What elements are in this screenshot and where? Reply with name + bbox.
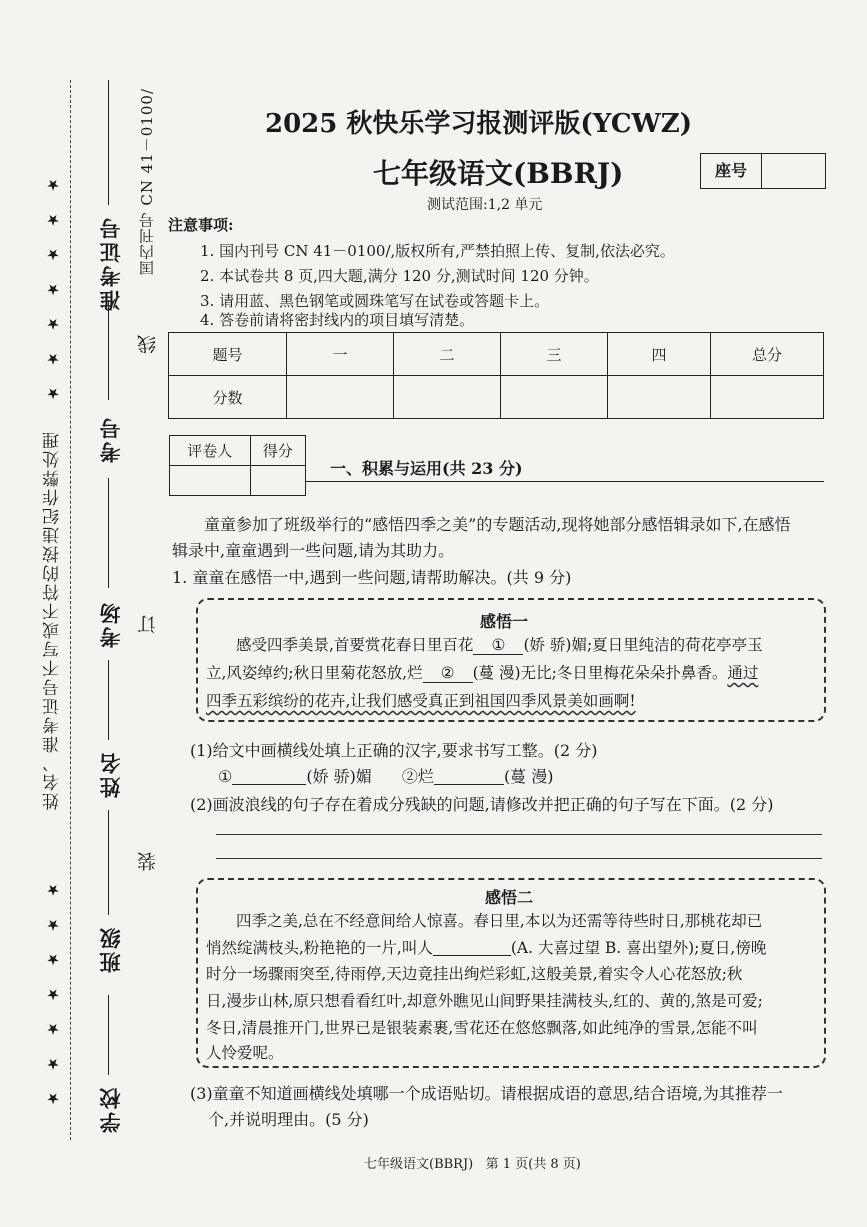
subject-title: 七年级语文(BBRJ): [373, 157, 624, 190]
question-1-title: 1. 童童在感悟一中,遇到一些问题,请帮助解决。(共 9 分): [172, 568, 572, 587]
section-title: 一、积累与运用(共 23 分): [330, 459, 523, 478]
grader-table: [169, 435, 306, 496]
seal-zhuang-label: 装: [137, 852, 159, 871]
score-header: 二: [394, 333, 501, 376]
stars-bottom: ★ ★ ★ ★ ★ ★ ★: [44, 875, 62, 1108]
class-label: 班级: [98, 925, 123, 973]
notice-item: 2. 本试卷共 8 页,四大题,满分 120 分,测试时间 120 分钟。: [200, 267, 599, 285]
box1-text: 感受四季美景,首要赏花春日里百花: [236, 636, 474, 654]
box2-text: (A. 大喜过望 B. 喜出望外);夏日,傍晚: [510, 939, 767, 957]
score-header: 三: [501, 333, 608, 376]
intro-line: 童童参加了班级举行的“感悟四季之美”的专题活动,现将她部分感悟辑录如下,在感悟: [204, 515, 791, 534]
score-cell[interactable]: [501, 376, 608, 419]
box1-text: (娇 骄)媚;夏日里纯洁的荷花亭亭玉: [523, 636, 763, 654]
box1-line: [236, 633, 763, 655]
grader-label: 评卷人: [170, 436, 251, 466]
seat-label: 座号: [701, 154, 762, 188]
answer-a-num: ①: [218, 767, 233, 786]
test-scope: 测试范围:1,2 单元: [427, 197, 543, 213]
warning-text: 姓名、准考证号不写或不符的按违纪作弊处理: [43, 430, 63, 810]
name-label: 姓名: [98, 750, 123, 798]
idiom-blank: [433, 937, 511, 956]
notice-item: 3. 请用蓝、黑色钢笔或圆珠笔写在试卷或答题卡上。: [200, 292, 550, 310]
exam-room-field[interactable]: [108, 478, 109, 588]
exam-number-field[interactable]: [108, 300, 109, 400]
admission-number-label: 准考证号: [98, 215, 123, 311]
score-header: 一: [287, 333, 394, 376]
answer-1-1-row: [218, 764, 554, 787]
question-1-2: (2)画波浪线的句子存在着成分残缺的问题,请修改并把正确的句子写在下面。(2 分): [190, 795, 774, 814]
score-row-label: 分数: [169, 376, 287, 419]
box1-wavy-sentence: 四季五彩缤纷的花卉,让我们感受真正到祖国四季风景美如画啊!: [206, 692, 636, 710]
answer-b-field[interactable]: [434, 766, 504, 785]
seat-box: [700, 153, 826, 189]
box2-title: 感悟二: [485, 888, 534, 907]
binding-strip: [0, 0, 160, 1227]
section-title-rule: [306, 481, 824, 482]
answer-a-field[interactable]: [232, 766, 306, 785]
box2-text: 冬日,清晨推开门,世界已是银装素裹,雪花还在悠悠飘落,如此纯净的雪景,怎能不叫: [206, 1019, 758, 1037]
seat-number-field[interactable]: [762, 154, 825, 188]
intro-line: 辑录中,童童遇到一些问题,请为其助力。: [172, 541, 455, 560]
grader-cell[interactable]: [170, 466, 251, 496]
box2-text: 四季之美,总在不经意间给人惊喜。春日里,本以为还需等待些时日,那桃花却已: [236, 912, 763, 930]
admission-number-field[interactable]: [108, 80, 109, 205]
box2-text: 时分一场骤雨突至,待雨停,天边竟挂出绚烂彩虹,这般美景,着实令人心花怒放;秋: [206, 965, 743, 983]
answer-b-options: (蔓 漫): [503, 767, 554, 786]
seal-line-label: 线: [137, 335, 159, 354]
score-cell[interactable]: [711, 376, 824, 419]
blank-2: ②: [423, 664, 473, 683]
score-header: 总分: [711, 333, 824, 376]
score-cell[interactable]: [287, 376, 394, 419]
box2-text: 人怜爱呢。: [206, 1044, 284, 1062]
score-cell[interactable]: [608, 376, 711, 419]
notice-item: 4. 答卷前请将密封线内的项目填写清楚。: [200, 311, 475, 329]
notice-heading: 注意事项:: [168, 216, 234, 234]
registration-number: 国内刊号 CN 41－0100/: [138, 88, 156, 276]
box2-text: 悄然绽满枝头,粉艳艳的一片,叫人: [206, 939, 433, 957]
blank-1: ①: [473, 636, 523, 655]
exam-number-label: 考号: [98, 415, 123, 463]
score-label: 得分: [250, 436, 305, 466]
box1-title: 感悟一: [480, 612, 529, 631]
page-title: 2025 秋快乐学习报测评版(YCWZ): [265, 109, 692, 139]
box2-line: [206, 936, 766, 958]
answer-a-options: (娇 骄)媚: [306, 767, 372, 786]
question-1-3-cont: 个,并说明理由。(5 分): [208, 1110, 369, 1129]
box1-wavy-text: 通过: [727, 664, 759, 682]
seal-dashed-line: [70, 80, 71, 1140]
score-cell[interactable]: [250, 466, 305, 496]
answer-line[interactable]: [216, 834, 822, 835]
name-field[interactable]: [108, 660, 109, 740]
question-1-1: (1)给文中画横线处填上正确的汉字,要求书写工整。(2 分): [190, 741, 598, 760]
box1-text: (蔓 漫)无比;冬日里梅花朵朵扑鼻香。: [472, 664, 728, 682]
stars-top: ★ ★ ★ ★ ★ ★ ★: [44, 170, 62, 403]
notice-item: 1. 国内刊号 CN 41－0100/,版权所有,严禁拍照上传、复制,依法必究。: [200, 242, 675, 260]
score-cell[interactable]: [394, 376, 501, 419]
score-table: [168, 332, 824, 419]
answer-line[interactable]: [216, 858, 822, 859]
box2-text: 日,漫步山林,原只想看看红叶,却意外瞧见山间野果挂满枝头,红的、黄的,煞是可爱;: [206, 992, 763, 1010]
score-header: 四: [608, 333, 711, 376]
question-1-3: (3)童童不知道画横线处填哪一个成语贴切。请根据成语的意思,结合语境,为其推荐一: [190, 1084, 783, 1103]
school-field[interactable]: [108, 995, 109, 1075]
box1-text: 立,风姿绰约;秋日里菊花怒放,烂: [206, 664, 423, 682]
answer-b-num: ②烂: [401, 767, 434, 786]
seal-ding-label: 订: [137, 615, 159, 634]
class-field[interactable]: [108, 810, 109, 915]
school-label: 学校: [98, 1085, 123, 1133]
exam-room-label: 考场: [98, 600, 123, 648]
score-header: 题号: [169, 333, 287, 376]
box1-line: [206, 661, 758, 683]
page-footer: 七年级语文(BBRJ) 第 1 页(共 8 页): [364, 1157, 581, 1172]
